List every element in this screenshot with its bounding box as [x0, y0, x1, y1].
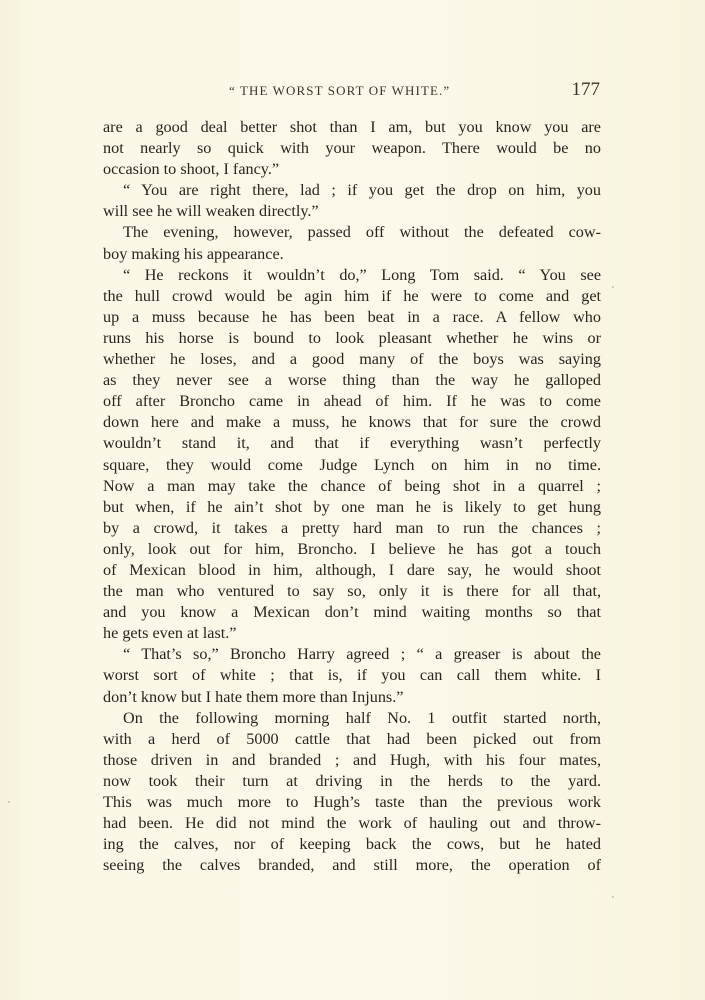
body-text	[103, 117, 601, 876]
text-line: are a good deal better shot than I am, but you know you are	[103, 118, 601, 136]
text-line: by a crowd, it takes a pretty hard man to run the chances ;	[103, 518, 601, 537]
text-line: will see he will weaken directly.”	[103, 202, 319, 221]
text-line: of Mexican blood in him, although, I dare say, he would shoot	[103, 560, 601, 579]
text-line: the man who ventured to say so, only it is there for all that,	[103, 582, 601, 601]
text-line: whether he loses, and a good many of the boys was saying	[103, 350, 601, 369]
text-line: seeing the calves branded, and still more, the operation of	[103, 856, 601, 875]
text-line: The evening, however, passed off without the defeated cow-	[123, 223, 601, 242]
text-line: and you know a Mexican don’t mind waiting months so that	[103, 603, 601, 622]
text-line: runs his horse is bound to look pleasant whether he wins or	[103, 328, 601, 347]
text-line: off after Broncho came in ahead of him. If he was to come	[103, 392, 601, 411]
text-line: as they never see a worse thing than the way he galloped	[103, 371, 601, 390]
text-line: Now a man may take the chance of being shot in a quarrel ;	[103, 476, 601, 495]
text-line: wouldn’t stand it, and that if everything wasn’t perfectly	[103, 434, 601, 453]
text-line: now took their turn at driving in the herds to the yard.	[103, 771, 601, 790]
running-head	[104, 79, 600, 103]
text-line: “ That’s so,” Broncho Harry agreed ; “ a greaser is about the	[123, 645, 601, 664]
text-line: up a muss because he has been beat in a race. A fellow who	[103, 307, 601, 326]
text-line: On the following morning half No. 1 outfit started north,	[123, 708, 601, 727]
text-line: don’t know but I hate them more than Injuns.”	[103, 687, 404, 706]
text-line: “ He reckons it wouldn’t do,” Long Tom said. “ You see	[123, 265, 601, 284]
text-line: “ You are right there, lad ; if you get the drop on him, you	[123, 181, 601, 200]
text-line: but when, if he ain’t shot by one man he is likely to get hung	[103, 497, 601, 516]
text-line: the hull crowd would be agin him if he were to come and get	[103, 286, 601, 305]
text-line: those driven in and branded ; and Hugh, with his four mates,	[103, 750, 601, 769]
text-line: worst sort of white ; that is, if you can call them white. I	[103, 666, 601, 685]
paper-speck	[612, 896, 614, 898]
text-line: with a herd of 5000 cattle that had been picked out from	[103, 729, 601, 748]
text-line: This was much more to Hugh’s taste than the previous work	[103, 793, 601, 811]
text-line: he gets even at last.”	[103, 624, 237, 643]
text-line: ing the calves, nor of keeping back the cows, but he hated	[103, 835, 601, 854]
text-line: down here and make a muss, he knows that for sure the crowd	[103, 413, 601, 432]
page-number: 177	[571, 79, 600, 100]
text-line: square, they would come Judge Lynch on him in no time.	[103, 455, 601, 474]
text-line: occasion to shoot, I fancy.”	[103, 160, 280, 179]
paper-speck	[8, 801, 10, 803]
text-line: only, look out for him, Broncho. I believe he has got a touch	[103, 539, 601, 558]
paper-speck	[612, 286, 614, 288]
text-line: had been. He did not mind the work of hauling out and throw-	[103, 814, 601, 833]
text-line: not nearly so quick with your weapon. There would be no	[103, 139, 601, 158]
running-title: “ THE WORST SORT OF WHITE.”	[229, 83, 451, 98]
text-line: boy making his appearance.	[103, 244, 284, 263]
